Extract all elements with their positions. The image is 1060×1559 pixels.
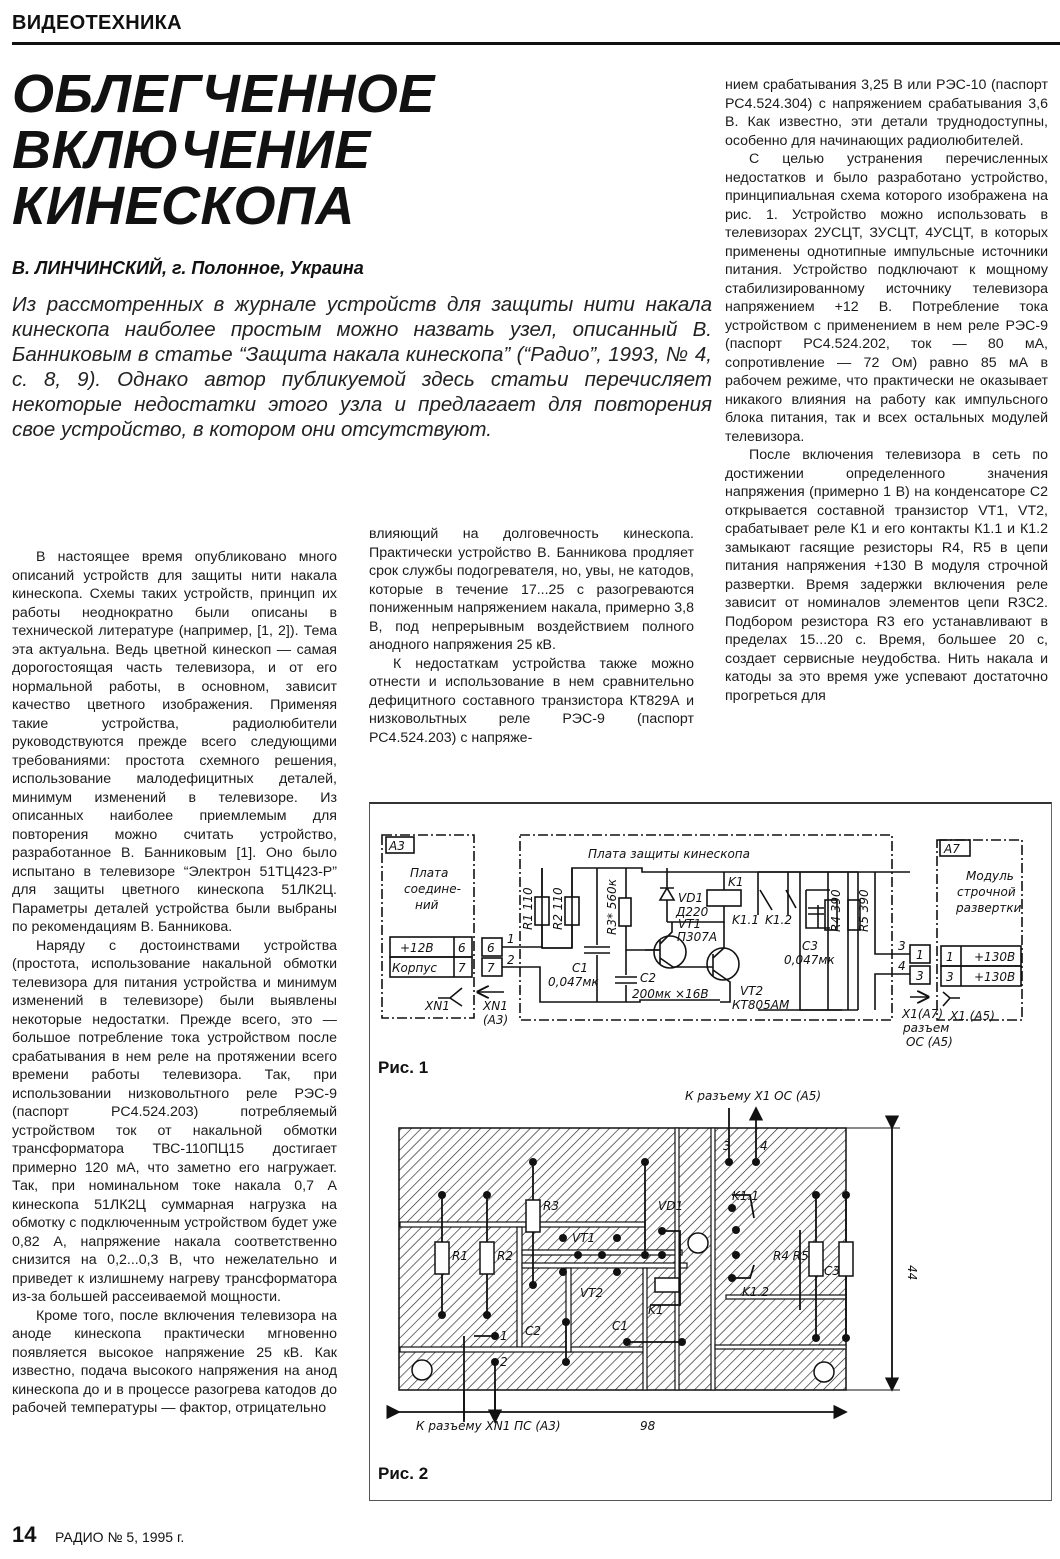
paragraph: Кроме того, после включения телевизора на аноде кинескопа практически мгновенно появляется высокое напряжение 25 кВ. Как известно, подача высокого напряжения на анод кинескопа до и в процессе разогрева катодов до рабочей температуры — фактор, отрицательно [12,1307,337,1416]
r2-label: R2 110 [551,887,565,930]
k1-pad-body [655,1278,679,1292]
vt2-transistor [707,948,739,980]
header-rule [12,42,1060,45]
wire-num: 3 [898,939,906,953]
a3-name: ний [415,898,439,912]
page-footer [12,1522,184,1548]
vd1-label: VD1 [678,891,704,905]
vt1-label: VT1 [678,917,702,931]
paragraph: С целью устранения перечисленных недостатков и было разработано устройство, принципиальная схема которого изображена на рис. 1. Устройство можно использовать в телевизорах 2УСЦТ, ЗУСЦТ, 4УСЦТ, в которых применены однотипные импульсные источники питания. Устройство подключают к мощному стабилизированному источнику телевизора напряжением +12 В. Потребление тока устройством с применением в нем реле РЭС-9 (паспорт РС4.524.202, ток — 80 мА, сопротивление — 72 Ом) равно 85 мА в рабочем режиме, что практически не оказывает никакого влияния на работу как импульсного блока питания, так и всех остальных модулей телевизора. [725,151,1048,445]
journal-issue: РАДИО № 5, 1995 г. [54,1529,185,1545]
k12-label: K1.2 [742,1285,769,1299]
output-pin: 3 [916,969,924,983]
section-heading: ВИДЕОТЕХНИКА [12,12,182,34]
figure-1-schematic [370,820,1060,1060]
r5-pad-body [839,1242,853,1276]
k11-label: K1.1 [732,913,759,927]
text-column-3 [725,76,1048,705]
vd1-value: Д220 [676,905,709,919]
a7-name: Модуль [966,869,1014,883]
a3-block [382,835,474,1018]
c1-label: C1 [612,1319,629,1333]
a3-row-pin: 7 [458,961,466,975]
pad-3-label: 3 [723,1139,731,1153]
c2-label: C2 [525,1324,542,1338]
height-dimension: 44 [905,1265,919,1281]
output-pin: 1 [916,948,924,962]
author-byline: В. ЛИНЧИНСКИЙ, г. Полонное, Украина [12,258,364,278]
a7-name: строчной [957,885,1016,899]
paragraph: Наряду с достоинствами устройства (простота, использование накальной обмотки телевизора для питания устройства и минимум изменений в телевизоре) были выявлены некоторые недостатки. Прежде всего, это — большое потребление тока устройством после срабатывания в нем реле на протяжении всего времени работы телевизора. Так, при использовании низковольтного реле РЭС-9 (паспорт РС4.524.203) потребляемый устройством ток от накальной обмотки трансформатора ТВС-110ПЦ15 достигает примерно 120 мА, что заметно его нагружает. Так, при номинальном токе накала 0,7 А кинескопа 51ЛК2Ц суммарная нагрузка на обмотку с подключенным устройством будет уже 0,82 А, напряжение накала соответственно снизится на 0,2...0,3 В, что нежелательно и приведет к излишнему нагреву трансформатора из-за большей рассеиваемой мощности. [12,937,337,1305]
a7-row-label: +130В [974,970,1016,984]
a3-row-label: +12В [400,941,434,955]
title-line: ВКЛЮЧЕНИЕ [12,120,371,180]
vt1-value: П307А [677,930,718,944]
a7-connector: X1 (А5) [950,1009,995,1023]
page-number: 14 [12,1522,37,1547]
r3-label: R3* 560к [605,879,619,935]
a3-name: Плата [410,866,449,880]
mounting-hole [814,1362,834,1382]
r1-label: R1 [452,1249,468,1263]
x1-label: X1(А7) [902,1007,944,1021]
r5-label: R5 390 [857,889,871,932]
paragraph: нием срабатывания 3,25 В или РЭС-10 (паспорт РС4.524.304) с напряжением срабатывания 3,6 В. Как известно, эти детали труднодоступны, особенно для начинающих радиолюбителей. [725,77,1048,149]
xn1-label: XN1 [483,999,508,1013]
input-pin: 7 [487,961,495,975]
r45-label: R4 R5 [773,1249,809,1263]
vt1-label: VT1 [572,1231,596,1245]
r2-label: R2 [497,1249,513,1263]
wire-num: 1 [507,932,515,946]
r3-label: R3 [543,1199,559,1213]
x1-label: разъем [903,1021,950,1035]
pad-2-label: 2 [500,1355,508,1369]
paragraph: После включения телевизора в сеть по достижении определенного значения напряжения (примерно 1 В) на конденсаторе С2 открывается составной транзистор VT1, VT2, срабатывает реле К1 и его контакты К1.1 и К1.2 замыкают гасящие резисторы R4, R5 в цепи питания напряжения +130 В модуля строчной развертки. Время задержки включения реле зависит от номиналов элементов цепи R3C2. Подбором резистора R3 его устанавливают в пределах 15...20 с. Время, большее 20 с, создает сервисные неудобства. Нить накала и катоды за это время уже успевают достаточно прогреться для [725,447,1048,704]
lead-paragraph: Из рассмотренных в журнале устройств для защиты нити накала кинескопа наиболее простым можно назвать узел, описанный В. Банниковым в статье “Защита накала кинескопа” (“Радио”, 1993, № 4, с. 8, 9). Однако автор публикуемой здесь статьи перечисляет некоторые недостатки этого узла и предлагает для повторения свое устройство, в котором они отсутствуют. [12,293,712,441]
mounting-hole [688,1233,708,1253]
a7-block [937,840,1022,1020]
paragraph: К недостаткам устройства также можно отнести и использование в нем сравнительно дефицитного составного транзистора КТ829А и низковольтных реле РЭС-9 (паспорт РС4.524.203) с напряже- [369,655,694,746]
wire-num: 2 [507,953,515,967]
k1-label: K1 [648,1303,664,1317]
pad-1-label: 1 [500,1329,508,1343]
c3-value: 0,047мк [784,953,835,967]
text-column-2 [369,525,694,747]
a3-row-pin: 6 [458,941,466,955]
a7-row-label: +130В [974,950,1016,964]
pad-4-label: 4 [760,1139,768,1153]
input-pin: 6 [487,941,495,955]
a3-connector: XN1 [425,999,450,1013]
c2-value: 200мк ×16В [632,987,709,1001]
a7-row-pin: 1 [946,950,954,964]
pcb-top-label: К разъему X1 ОС (А5) [685,1089,822,1103]
board-title: Плата защиты кинескопа [588,847,750,861]
a3-ref: А3 [389,839,405,853]
a7-ref: А7 [944,842,960,856]
title-line: КИНЕСКОПА [12,176,355,236]
a3-name: соедине- [404,882,461,896]
c1-label: C1 [572,961,589,975]
k1-label: K1 [728,875,744,889]
vt2-label: VT2 [580,1286,604,1300]
vt2-label: VT2 [740,984,764,998]
figure-2-caption: Рис. 2 [378,1464,429,1483]
text-column-1 [12,548,337,1418]
c1-value: 0,047мк [548,975,599,989]
width-dimension: 98 [640,1419,656,1433]
k1-relay [707,890,741,906]
paragraph: В настоящее время опубликовано много описаний устройств для защиты нити накала кинескопа. Схемы таких устройств, принцип их работы неоднократно были описаны в технической литературе (например, [1, 2]). Тема эта актуальна. Ведь цветной кинескоп — самая дорогостоящая часть телевизора, и от его нормальной работы, в основном, зависит качество цветного изображения. Применяя такие устройства, радиолюбители руководствуются прежде всего следующими требованиями: простота схемного решения, использование малодефицитных деталей, минимум изменений в телевизоре. Из описанных наиболее приемлемым для повторения можно считать устройство, разработанное В. Банниковым [1]. Оно было испытано в телевизоре “Электрон 51ТЦ423-Р” для защиты цветного кинескопа 51ЛК2Ц. Параметры деталей устройства были выбраны по рекомендациям В. Банникова. [12,549,337,935]
r4-label: R4 390 [829,889,843,932]
xn1-label: (А3) [483,1013,509,1027]
a7-name: развертки [956,901,1022,915]
r4-pad-body [809,1242,823,1276]
vd1-label: VD1 [658,1199,684,1213]
a7-row-pin: 3 [946,970,954,984]
c3-label: C3 [802,939,819,953]
title-line: ОБЛЕГЧЕННОЕ [12,64,435,124]
article-title [12,66,435,234]
figure-2-pcb [380,1089,1060,1460]
c3-label: C3 [824,1264,841,1278]
r1-pad-body [435,1242,449,1274]
a3-row-label: Корпус [392,961,438,975]
x1-label: ОС (А5) [906,1035,953,1049]
k12-label: K1.2 [765,913,792,927]
r2-pad-body [480,1242,494,1274]
r1-label: R1 110 [521,887,535,930]
wire-num: 4 [898,959,906,973]
paragraph: влияющий на долговечность кинескопа. Практически устройство В. Банникова продляет срок службы подогревателя, но, увы, не катодов, которые в течение 17...25 с разогреваются пониженным напряжением накала, примерно 3,8 В, под непрерывным воздействием полного анодного напряжения 25 кВ. [369,526,694,653]
r3-resistor [619,898,631,926]
k11-label: K1.1 [732,1189,759,1203]
pcb-bottom-label: К разъему XN1 ПС (А3) [416,1419,561,1433]
c2-label: C2 [640,971,657,985]
figure-1-caption: Рис. 1 [378,1058,429,1077]
mounting-hole [412,1360,432,1380]
vt2-value: КТ805АМ [732,998,790,1012]
r3-pad-body [526,1200,540,1232]
